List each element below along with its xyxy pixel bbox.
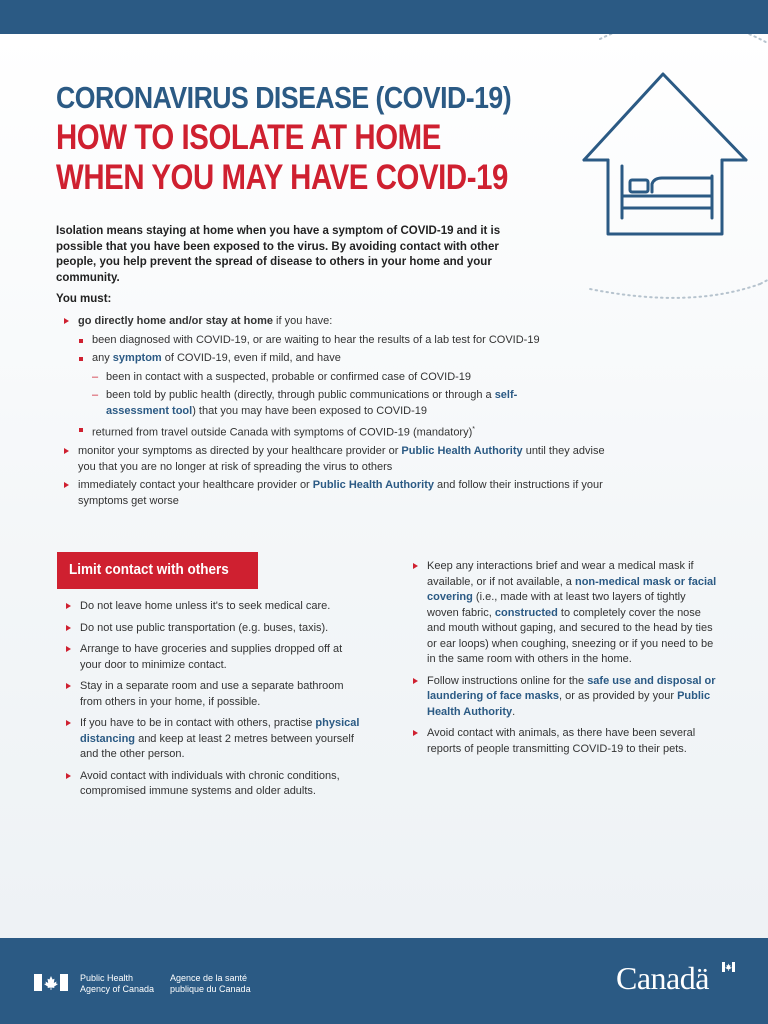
- bullet-arrow-icon: [66, 646, 71, 652]
- limit-contact-right-list: [413, 559, 718, 763]
- symptom-link[interactable]: symptom: [112, 352, 162, 364]
- list-item: go directly home and/or stay at home if you have:: [64, 314, 644, 330]
- wordmark-flag-icon: [722, 962, 735, 972]
- limit-contact-left-list: [66, 599, 366, 806]
- bullet-arrow-icon: [66, 773, 71, 779]
- list-item: Stay in a separate room and use a separate bathroom from others in your home, if possible.: [66, 679, 366, 710]
- list-item: returned from travel outside Canada with symptoms of COVID-19 (mandatory)*: [78, 422, 644, 441]
- agency-name-english: Public Health Agency of Canada: [80, 973, 155, 994]
- list-item: Follow instructions online for the safe use and disposal or laundering of face masks, or as provided by your Public Health Authority.: [413, 674, 718, 721]
- you-must-label: You must:: [56, 293, 112, 305]
- bullet-arrow-icon: [66, 625, 71, 631]
- bullet-arrow-icon: [66, 683, 71, 689]
- bullet-arrow-icon: [413, 563, 418, 569]
- list-item: any symptom of COVID-19, even if mild, and have: [78, 351, 644, 367]
- list-item: If you have to be in contact with others, practise physical distancing and keep at least 2 metres between yourself and the other person.: [66, 716, 366, 763]
- bullet-arrow-icon: [66, 720, 71, 726]
- page-title-line3: WHEN YOU MAY HAVE COVID-19: [56, 158, 508, 197]
- bullet-square-icon: [79, 357, 83, 361]
- list-item: Arrange to have groceries and supplies dropped off at your door to minimize contact.: [66, 642, 366, 673]
- bullet-arrow-icon: [64, 318, 69, 324]
- bullet-arrow-icon: [64, 448, 69, 454]
- bullet-arrow-icon: [413, 678, 418, 684]
- list-item: Avoid contact with animals, as there have been several reports of people transmitting COVID-19 to their pets.: [413, 726, 718, 757]
- agency-name-french: Agence de la santé publique du Canada: [170, 973, 251, 994]
- list-item: immediately contact your healthcare provider or Public Health Authority and follow their instructions if your symptoms get worse: [64, 478, 624, 509]
- bullet-arrow-icon: [413, 730, 418, 736]
- public-health-authority-link[interactable]: Public Health Authority: [401, 445, 523, 458]
- public-health-authority-link[interactable]: Public Health Authority: [427, 690, 711, 718]
- list-item: Keep any interactions brief and wear a medical mask if available, or if not available, a non-medical mask or facial covering (i.e., made with at least two layers of tightly woven fabric, constructed to completely cover the nose and mouth without gaping, and secured to the head by ties or ear loops) when coughing, sneezing or if you need to be in the same room with others in the home.: [413, 559, 718, 668]
- canada-wordmark: Canadä: [616, 960, 709, 996]
- page-title-line2: HOW TO ISOLATE AT HOME: [56, 118, 441, 157]
- list-item: monitor your symptoms as directed by your healthcare provider or Public Health Authority until they advise you that you are no longer at risk of spreading the virus to others: [64, 444, 624, 475]
- bullet-square-icon: [79, 339, 83, 343]
- list-item: – been in contact with a suspected, probable or confirmed case of COVID-19: [92, 370, 644, 386]
- intro-paragraph: Isolation means staying at home when you have a symptom of COVID-19 and it is possible that you have been exposed to the virus. By avoiding contact with other people, you help prevent the spread of disease to others in your home and your community.: [56, 225, 501, 284]
- non-medical-mask-link[interactable]: non-medical mask or facial covering: [427, 575, 717, 603]
- must-list: [64, 314, 644, 512]
- bullet-arrow-icon: [66, 603, 71, 609]
- house-with-bed-icon: [578, 68, 753, 243]
- limit-contact-heading: Limit contact with others: [57, 552, 258, 589]
- list-item: – been told by public health (directly, through public communications or through a self-assessment tool) that you may have been exposed to COVID-19: [92, 389, 518, 417]
- physical-distancing-link[interactable]: physical distancing: [80, 717, 360, 745]
- canada-flag-icon: [34, 974, 68, 991]
- bullet-dash-icon: –: [92, 389, 99, 401]
- public-health-authority-link[interactable]: Public Health Authority: [312, 479, 434, 492]
- list-item: Do not leave home unless it's to seek medical care.: [66, 599, 366, 615]
- bullet-arrow-icon: [64, 482, 69, 488]
- constructed-link[interactable]: constructed: [494, 606, 558, 619]
- page-title-line1: CORONAVIRUS DISEASE (COVID-19): [56, 80, 512, 115]
- list-item: Avoid contact with individuals with chronic conditions, compromised immune systems and older adults.: [66, 769, 366, 800]
- bullet-dash-icon: –: [92, 370, 99, 383]
- list-item: been diagnosed with COVID-19, or are waiting to hear the results of a lab test for COVID-19: [78, 333, 644, 349]
- safe-mask-use-link[interactable]: safe use and disposal or laundering of face masks: [427, 674, 716, 702]
- self-assessment-tool-link[interactable]: self-assessment tool: [106, 389, 518, 417]
- list-item: Do not use public transportation (e.g. buses, taxis).: [66, 621, 366, 637]
- top-banner: [0, 0, 768, 34]
- bullet-square-icon: [79, 428, 83, 432]
